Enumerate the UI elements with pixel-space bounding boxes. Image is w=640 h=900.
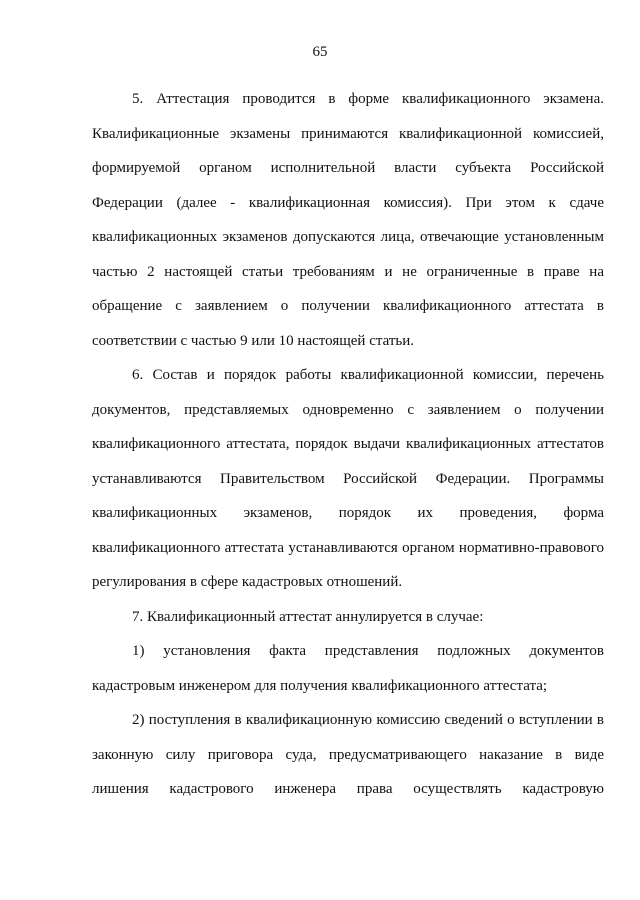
text-line: законную силу приговора суда, предусматривающего наказание в виде bbox=[92, 747, 604, 763]
text-line: кадастровым инженером для получения квалификационного аттестата; bbox=[92, 678, 548, 694]
text-line: 7. Квалификационный аттестат аннулируется в случае: bbox=[132, 609, 484, 625]
text-line: квалификационного аттестата, порядок выдачи квалификационных аттестатов bbox=[92, 436, 604, 452]
text-line: квалификационных экзаменов, порядок их проведения, форма bbox=[92, 505, 604, 521]
text-line: формируемой органом исполнительной власти субъекта Российской bbox=[92, 160, 604, 176]
page-number: 65 bbox=[312, 44, 328, 60]
text-line: Федерации (далее - квалификационная комиссия). При этом к сдаче bbox=[92, 195, 604, 211]
text-line: документов, представляемых одновременно с заявлением о получении bbox=[92, 402, 604, 418]
text-line: Квалификационные экзамены принимаются квалификационной комиссией, bbox=[92, 126, 604, 142]
text-line: частью 2 настоящей статьи требованиям и не ограниченные в праве на bbox=[92, 264, 604, 280]
text-line: лишения кадастрового инженера права осуществлять кадастровую bbox=[92, 781, 604, 797]
text-line: устанавливаются Правительством Российской Федерации. Программы bbox=[92, 471, 604, 487]
text-line: квалификационных экзаменов допускаются лица, отвечающие установленным bbox=[92, 229, 604, 245]
text-line: 5. Аттестация проводится в форме квалификационного экзамена. bbox=[132, 91, 604, 107]
text-line: 1) установления факта представления подложных документов bbox=[132, 643, 604, 659]
text-line: 6. Состав и порядок работы квалификационной комиссии, перечень bbox=[132, 367, 604, 383]
text-line: обращение с заявлением о получении квалификационного аттестата в bbox=[92, 298, 604, 314]
text-line: соответствии с частью 9 или 10 настоящей статьи. bbox=[92, 333, 415, 349]
text-line: регулирования в сфере кадастровых отношений. bbox=[92, 574, 403, 590]
text-line: 2) поступления в квалификационную комиссию сведений о вступлении в bbox=[132, 712, 604, 728]
text-line: квалификационного аттестата устанавливаются органом нормативно-правового bbox=[92, 540, 604, 556]
